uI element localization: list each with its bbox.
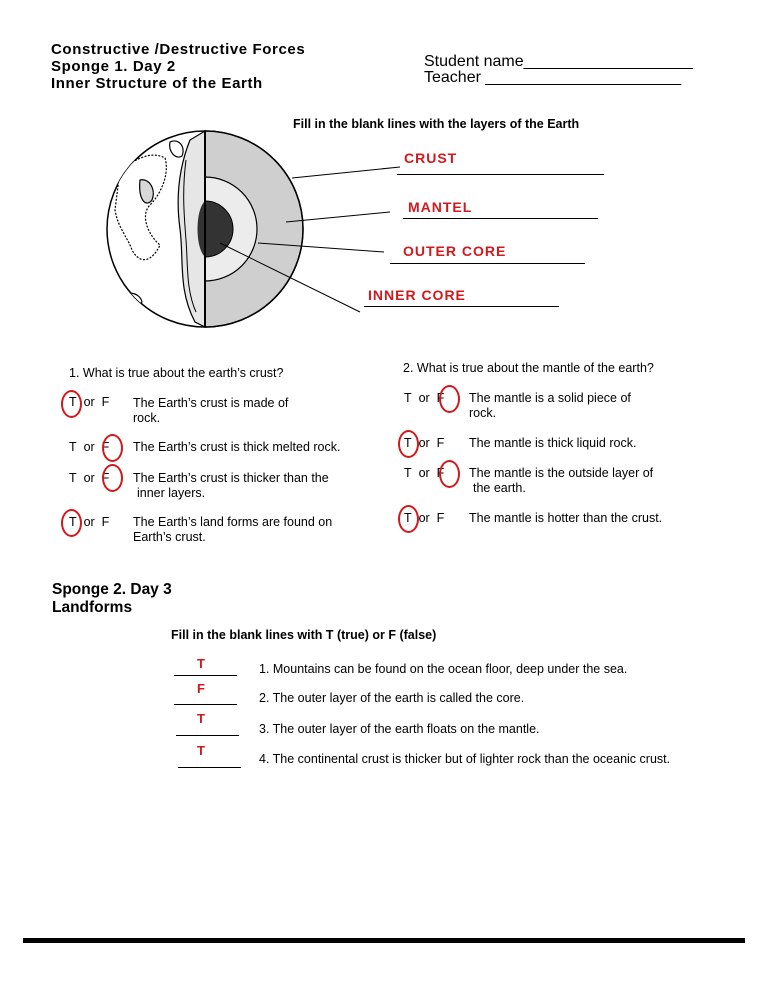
answer-circle	[398, 430, 419, 458]
inner-core-blank-line	[364, 306, 559, 307]
statement-4: 4. The continental crust is thicker but of lighter rock than the oceanic crust.	[259, 752, 671, 766]
mantle-item-3-text-2: the earth.	[473, 481, 526, 495]
crust-item-3-text: The Earth’s crust is thicker than the	[133, 471, 329, 485]
answer-3: T	[197, 711, 205, 726]
mantle-item-3-tf: T or F	[404, 466, 445, 480]
mantle-item-1-tf: T or F	[404, 391, 445, 405]
crust-item-4-tf: T or F	[69, 515, 110, 529]
mantle-item-4-tf: T or F	[404, 511, 445, 525]
crust-item-1-text-2: rock.	[133, 411, 161, 425]
crust-item-3-tf: T or F	[69, 471, 110, 485]
answer-circle	[439, 460, 460, 488]
answer-3-line	[176, 735, 239, 736]
statement-2: 2. The outer layer of the earth is called the core.	[259, 691, 525, 705]
title-line-2: Sponge 1. Day 2	[51, 58, 176, 75]
answer-circle	[398, 505, 419, 533]
crust-pointer	[292, 167, 400, 178]
sponge2-title-line-1: Sponge 2. Day 3	[52, 581, 172, 598]
answer-4: T	[197, 743, 205, 758]
answer-circle	[102, 434, 123, 462]
label-crust: CRUST	[404, 150, 458, 166]
crust-item-2-text: The Earth’s crust is thick melted rock.	[133, 440, 341, 454]
mantle-item-2-text: The mantle is thick liquid rock.	[469, 436, 637, 450]
crust-item-4-text: The Earth’s land forms are found on	[133, 515, 333, 529]
teacher-field: Teacher ______________________	[424, 69, 682, 86]
statement-1: 1. Mountains can be found on the ocean floor, deep under the sea.	[259, 662, 628, 676]
crust-item-1-text: The Earth’s crust is made of	[133, 396, 289, 410]
answer-1-line	[174, 675, 237, 676]
mantle-question: 2. What is true about the mantle of the earth?	[403, 361, 654, 375]
crust-blank-line	[397, 174, 604, 175]
label-inner-core: INNER CORE	[368, 287, 466, 303]
crust-item-1-tf: T or F	[69, 395, 110, 409]
footer-rule	[23, 938, 745, 943]
mantle-item-1-text: The mantle is a solid piece of	[469, 391, 631, 405]
layers-instruction: Fill in the blank lines with the layers of the Earth	[293, 117, 580, 131]
statement-3: 3. The outer layer of the earth floats on the mantle.	[259, 722, 540, 736]
sponge2-title-line-2: Landforms	[52, 599, 133, 616]
title-line-1: Constructive /Destructive Forces	[51, 41, 306, 58]
sponge2-instruction: Fill in the blank lines with T (true) or F (false)	[171, 628, 437, 642]
title-line-3: Inner Structure of the Earth	[51, 75, 263, 92]
mantle-item-2-tf: T or F	[404, 436, 445, 450]
crust-question: 1. What is true about the earth’s crust?	[69, 366, 284, 380]
answer-4-line	[178, 767, 241, 768]
label-mantle: MANTEL	[408, 199, 473, 215]
answer-circle	[102, 464, 123, 492]
mantle-item-3-text: The mantle is the outside layer of	[469, 466, 654, 480]
answer-circle	[61, 390, 82, 418]
label-outer-core: OUTER CORE	[403, 243, 507, 259]
earth-cross-section-diagram	[0, 0, 768, 330]
student-name-field: Student name___________________	[424, 53, 693, 70]
outer-core-blank-line	[390, 263, 585, 264]
answer-2: F	[197, 681, 205, 696]
answer-1: T	[197, 656, 205, 671]
answer-circle	[439, 385, 460, 413]
crust-item-2-tf: T or F	[69, 440, 110, 454]
crust-item-3-text-2: inner layers.	[137, 486, 206, 500]
crust-item-4-text-2: Earth’s crust.	[133, 530, 206, 544]
mantle-item-1-text-2: rock.	[469, 406, 497, 420]
answer-2-line	[174, 704, 237, 705]
mantle-blank-line	[403, 218, 598, 219]
mantle-item-4-text: The mantle is hotter than the crust.	[469, 511, 663, 525]
answer-circle	[61, 509, 82, 537]
